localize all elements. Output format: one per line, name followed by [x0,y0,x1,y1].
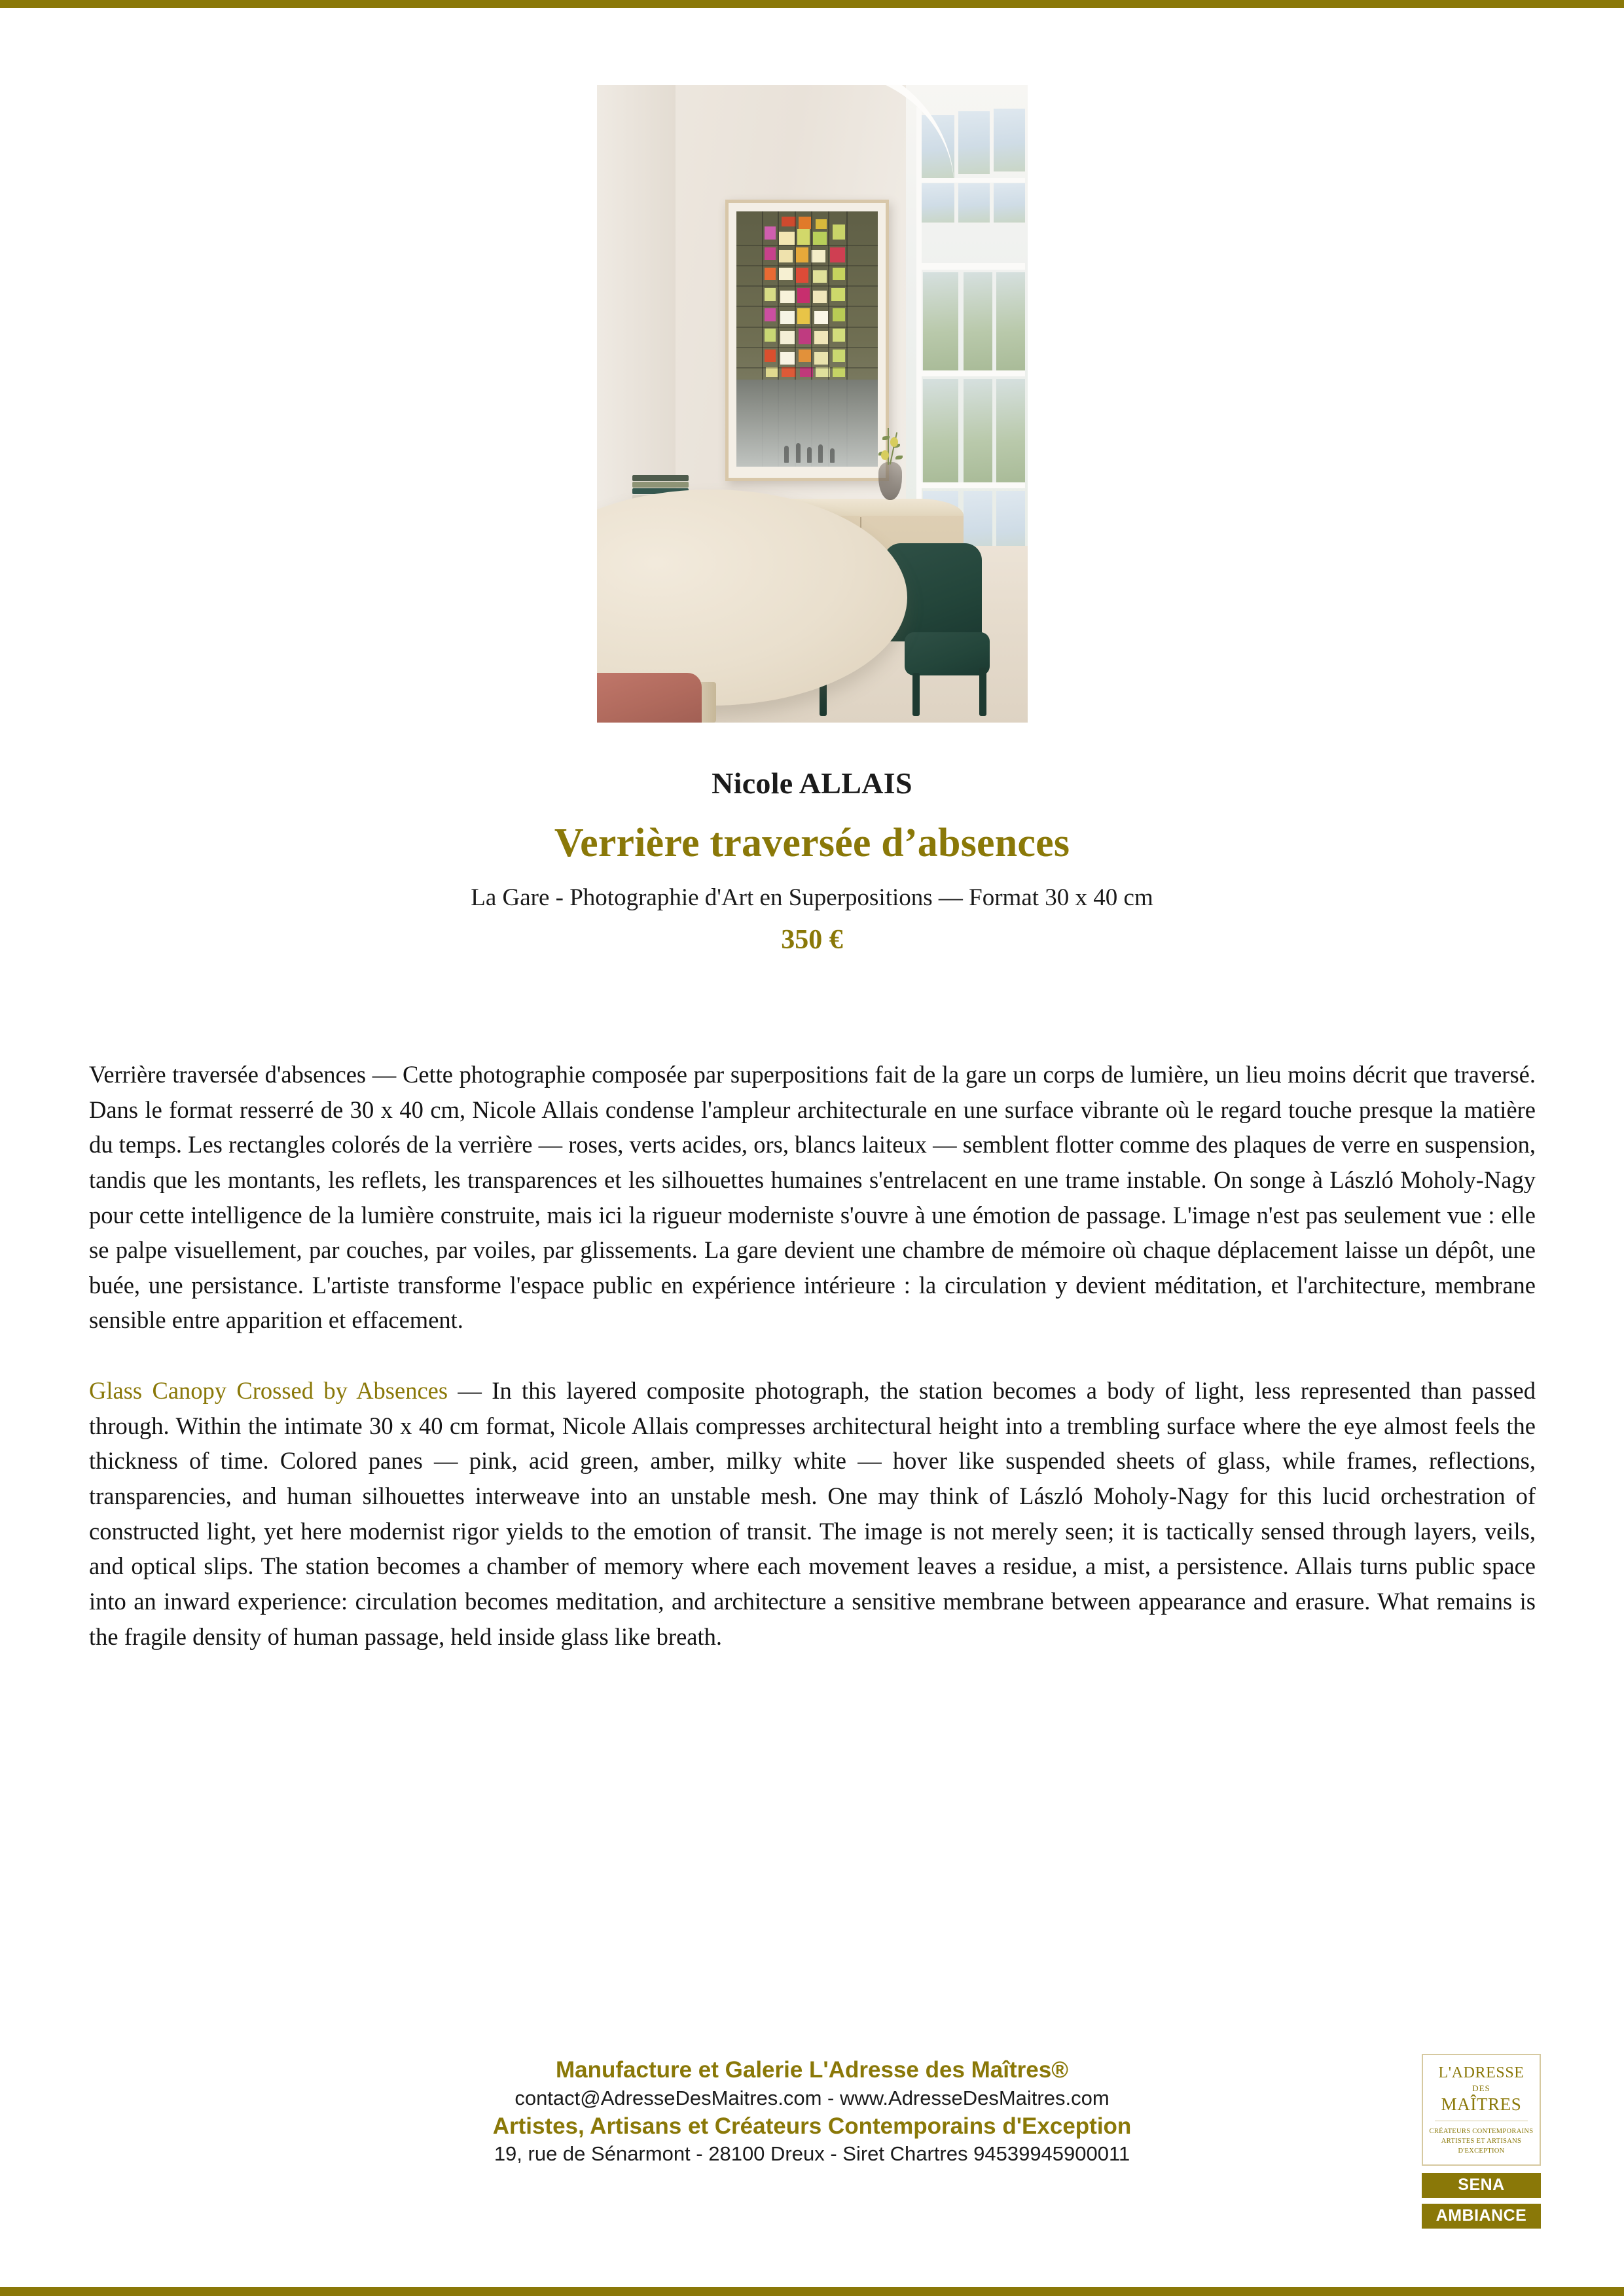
glass-vase [878,462,902,500]
footer-company: Manufacture et Galerie L'Adresse des Maîtres® [555,2057,1068,2083]
footer-tagline: Artistes, Artisans et Créateurs Contemporains d'Exception [492,2113,1132,2139]
artist-name: Nicole ALLAIS [712,766,912,800]
chip-ambiance: AMBIANCE [1422,2204,1541,2229]
chair-rose-front [597,673,702,723]
brand-subline-2: ARTISTES ET ARTISANS [1441,2138,1522,2145]
footer-address: 19, rue de Sénarmont - 28100 Dreux - Siret Chartres 94539945900011 [494,2142,1130,2166]
english-lede: Glass Canopy Crossed by Absences [89,1377,448,1405]
brand-subline-3: D'EXCEPTION [1458,2147,1505,2155]
brand-line-2: DES [1472,2083,1490,2093]
framed-picture [725,200,889,481]
bottom-accent-rule [0,2287,1624,2296]
description-column [89,1057,1536,1654]
english-body: — In this layered composite photograph, the station becomes a body of light, less represented than passed through. Within the intimate 30 x 40 cm format, Nicole Allais compresses architectural height into a trembling surface where the eye almost feels the thickness of time. Colored panes — pink, acid green, amber, milky white — hover like suspended sheets of glass, while frames, reflections, transparencies, and human silhouettes interweave into an unstable mesh. One may think of László Moholy-Nagy for this lucid orchestration of constructed light, yet here modernist rigor yields to the emotion of transit. The image is not merely seen; it is tactically sensed through layers, veils, and optical slips. The station becomes a chamber of memory where each movement leaves a residue, a mist, a persistence. Allais turns public space into an inward experience: circulation becomes meditation, and architecture a sensitive membrane between appearance and erasure. What remains is the fragile density of human passage, held inside glass like breath. [89,1377,1536,1650]
brand-line-1: L'ADRESSE [1438,2064,1525,2081]
footer [0,2055,1624,2168]
footer-contact[interactable]: contact@AdresseDesMaitres.com - www.AdresseDesMaitres.com [514,2086,1110,2109]
artwork-title: Verrière traversée d’absences [554,821,1070,865]
brand-card [1422,2054,1541,2166]
description-english [89,1373,1536,1654]
brand-subline-1: CRÉATEURS CONTEMPORAINS [1429,2128,1534,2135]
artwork-price: 350 € [781,925,843,955]
artwork-subtitle: La Gare - Photographie d'Art en Superpositions — Format 30 x 40 cm [471,884,1153,911]
artwork-photograph [597,85,1028,723]
brand-line-3: MAÎTRES [1441,2094,1522,2114]
brand-logo-block [1422,2054,1541,2229]
interior-scene [597,85,1028,723]
stained-glass-artwork [736,211,878,467]
artwork-lower-concourse [736,380,878,467]
chair-green-arm [905,632,990,675]
top-accent-rule [0,0,1624,8]
chip-sena: SENA [1422,2173,1541,2198]
description-french: Verrière traversée d'absences — Cette photographie composée par superpositions fait de la gare un corps de lumière, un lieu moins décrit que traversé. Dans le format resserré de 30 x 40 cm, Nicole Allais condense l'ampleur architecturale en une surface vibrante où le regard touche presque la matière du temps. Les rectangles colorés de la verrière — roses, verts acides, ors, blancs laiteux — semblent flotter comme des plaques de verre en suspension, tandis que les montants, les reflets, les transparences et les silhouettes humaines s'entrelacent en une trame instable. On songe à László Moholy-Nagy pour cette intelligence de la lumière construite, mais ici la rigueur moderniste s'ouvre à une émotion de passage. L'image n'est pas seulement vue : elle se palpe visuellement, par couches, par voiles, par glissements. La gare devient une chambre de mémoire où chaque déplacement laisse un dépôt, une buée, une persistance. L'artiste transforme l'espace public en expérience intérieure : la circulation y devient méditation, et l'architecture, membrane sensible entre apparition et effacement. [89,1061,1536,1334]
